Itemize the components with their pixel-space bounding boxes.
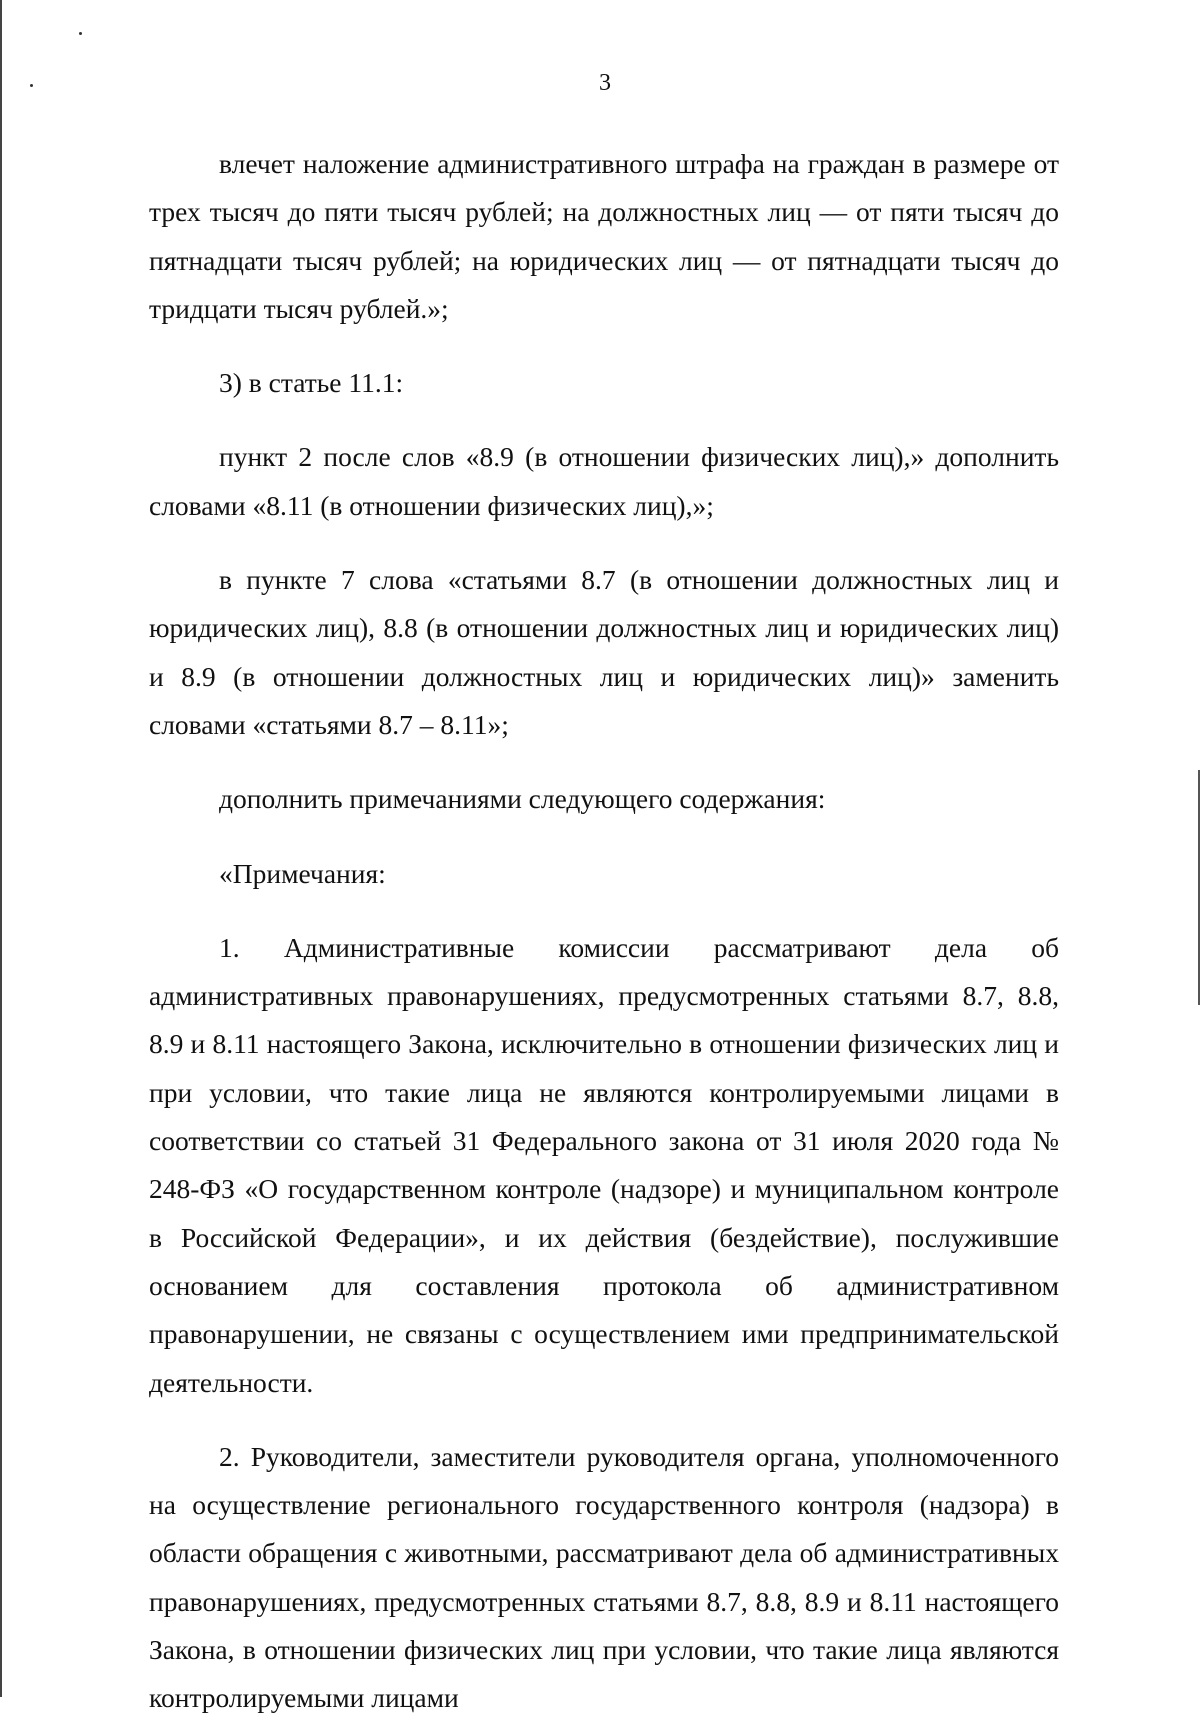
paragraph-note-2: 2. Руководители, заместители руководителя органа, уполномоченного на осуществление регионального государственного контроля (надзора) в области обращения с животными, рассматривают дела об административных правонарушениях, предусмотренных статьями 8.7, 8.8, 8.9 и 8.11 настоящего Закона, в отношении физических лиц при условии, что такие лица являются контролируемыми лицами xyxy=(149,1440,1059,1714)
page-number: 3 xyxy=(599,70,611,96)
paragraph-add-notes: дополнить примечаниями следующего содержания: xyxy=(219,783,826,815)
paragraph-note-1: 1. Административные комиссии рассматривают дела об административных правонарушениях, предусмотренных статьями 8.7, 8.8, 8.9 и 8.11 настоящего Закона, исключительно в отношении физических лиц и при условии, что такие лица не являются контролируемыми лицами в соответствии со статьей 31 Федерального закона от 31 июля 2020 года № 248-ФЗ «О государственном контроле (надзоре) и муниципальном контроле в Российской Федерации», и их действия (бездействие), послужившие основанием для составления протокола об административном правонарушении, не связаны с осуществлением ими предпринимательской деятельности. xyxy=(149,931,1059,1398)
scan-left-edge xyxy=(0,0,2,1697)
paragraph-notes-heading: «Примечания: xyxy=(219,857,386,889)
paragraph-point-7: в пункте 7 слова «статьями 8.7 (в отношении должностных лиц и юридических лиц), 8.8 (в отношении должностных лиц и юридических лиц) и 8.9 (в отношении должностных лиц и юридических лиц)» заменить словами «статьями 8.7 – 8.11»; xyxy=(149,564,1059,740)
scan-speck xyxy=(30,84,33,87)
scan-speck xyxy=(79,32,82,35)
paragraph-point-2: пункт 2 после слов «8.9 (в отношении физических лиц),» дополнить словами «8.11 (в отношении физических лиц),»; xyxy=(149,441,1059,521)
paragraph-fine-amounts: влечет наложение административного штрафа на граждан в размере от трех тысяч до пяти тысяч рублей; на должностных лиц — от пяти тысяч до пятнадцати тысяч рублей; на юридических лиц — от пятнадцати тысяч до тридцати тысяч рублей.»; xyxy=(149,148,1059,324)
paragraph-article-11-1: 3) в статье 11.1: xyxy=(219,367,404,399)
document-body xyxy=(149,140,1059,1723)
